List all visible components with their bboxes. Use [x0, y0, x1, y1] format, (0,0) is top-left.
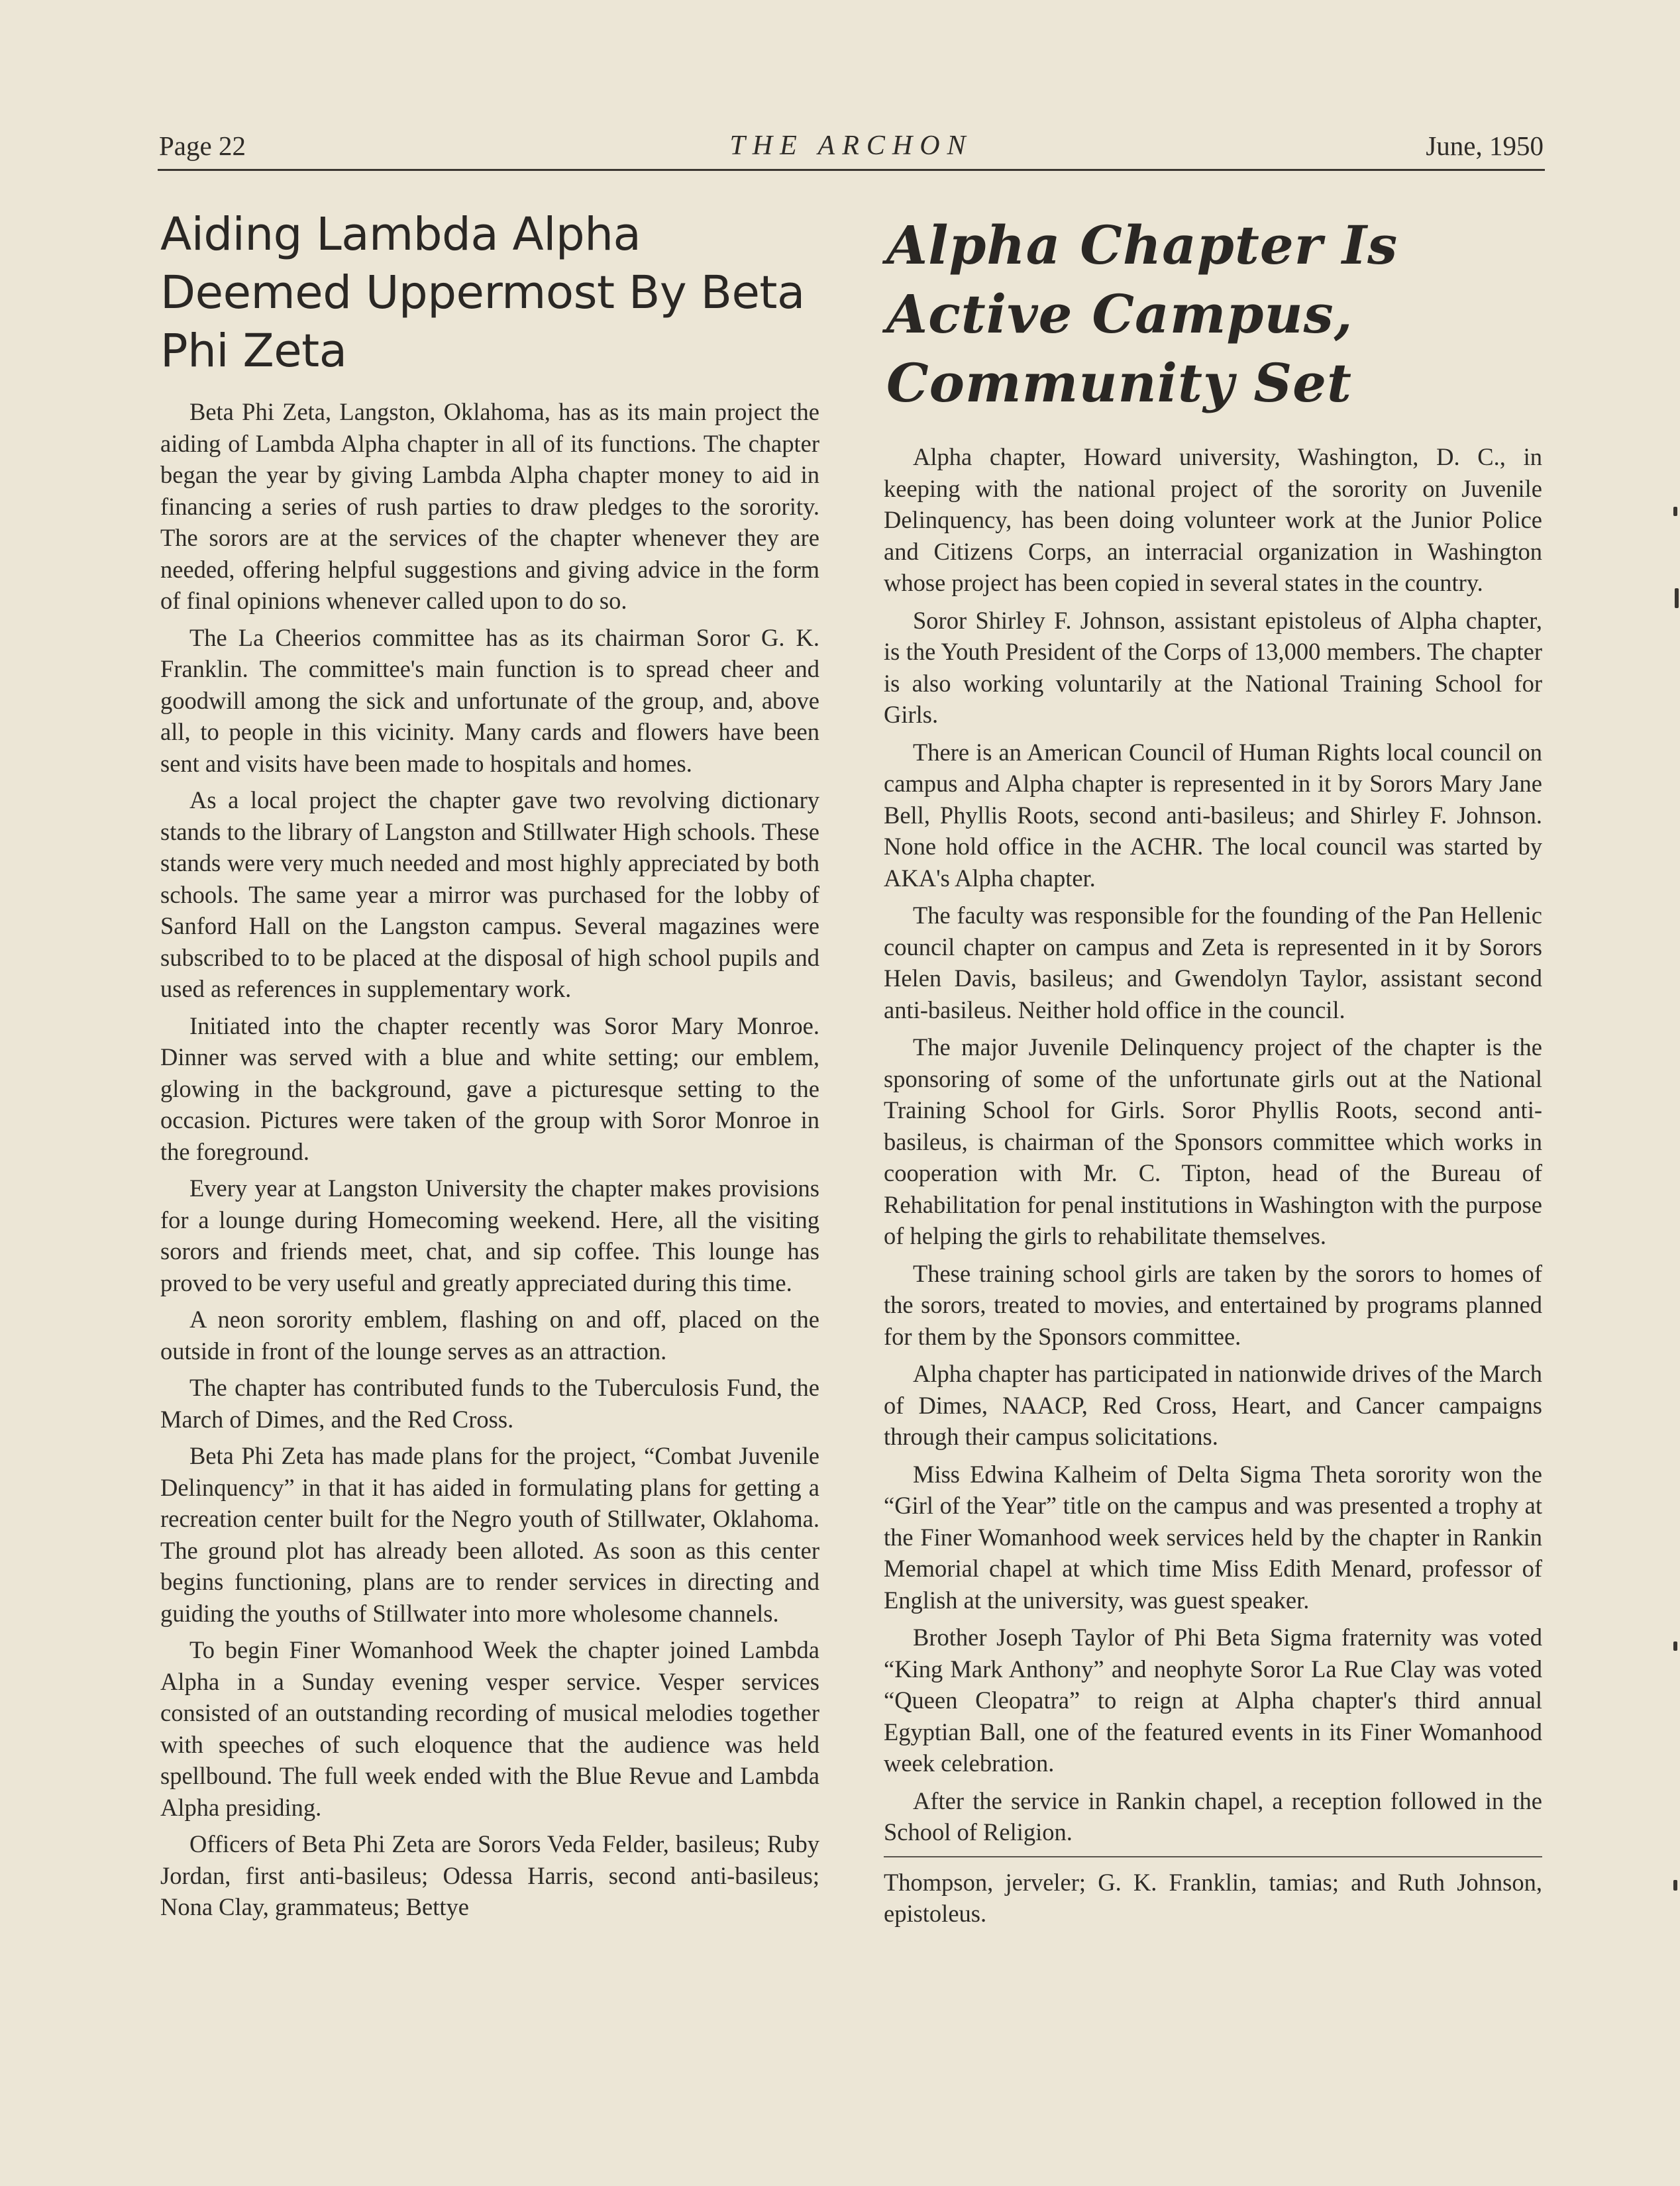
paragraph: The faculty was responsible for the founding of the Pan Hellenic council chapter on campus and Zeta is represented in it by Sorors Helen Davis, basileus; and Gwendolyn Taylor, assistant second anti-basileus. Neither hold office in the council. — [884, 902, 1542, 1023]
paragraph: Beta Phi Zeta, Langston, Oklahoma, has as its main project the aiding of Lambda Alpha chapter in all of its functions. The chapter began the year by giving Lambda Alpha chapter money to aid in financing a series of rush parties to draw pledges to the sorority. The sorors are at the services of the chapter whenever they are needed, offering helpful suggestions and giving advice in the form of final opinions whenever called upon to do so. — [160, 398, 819, 614]
publication-title: THE ARCHON — [729, 130, 973, 161]
right-column — [884, 205, 1542, 1930]
scan-edge-mark — [1673, 507, 1677, 516]
paragraph: Miss Edwina Kalheim of Delta Sigma Theta sorority won the “Girl of the Year” title on the campus and was presented a trophy at the Finer Womanhood week services held by the chapter in Rankin Memorial chapel at which time Miss Edith Menard, professor of English at the university, was guest speaker. — [884, 1460, 1542, 1614]
left-article-headline: Aiding Lambda Alpha Deemed Uppermost By Beta Phi Zeta — [160, 208, 805, 378]
running-head — [159, 125, 1544, 167]
paragraph: Officers of Beta Phi Zeta are Sorors Veda Felder, basileus; Ruby Jordan, first anti-basileus; Odessa Harris, second anti-basileus; Nona Clay, grammateus; Bettye — [160, 1830, 819, 1920]
right-article-body — [884, 441, 1542, 1848]
header-divider — [158, 169, 1545, 171]
paragraph: The major Juvenile Delinquency project of the chapter is the sponsoring of some of the unfortunate girls out at the National Training School for Girls. Soror Phyllis Roots, second anti-basileus, is chairman of the Sponsors committee which works in cooperation with Mr. C. Tipton, head of the Bureau of Rehabilitation for penal institutions in Washington with the purpose of helping the girls to rehabilitate themselves. — [884, 1033, 1542, 1249]
paragraph: Every year at Langston University the chapter makes provisions for a lounge during Homecoming weekend. Here, all the visiting sorors and friends meet, chat, and sip coffee. This lounge has proved to be very useful and greatly appreciated during this time. — [160, 1174, 819, 1296]
paragraph: Beta Phi Zeta has made plans for the project, “Combat Juvenile Delinquency” in that it has aided in formulating plans for getting a recreation center built for the Negro youth of Stillwater, Oklahoma. The ground plot has already been alloted. As soon as this center begins functioning, plans are to render services in directing and guiding the youths of Stillwater into more wholesome channels. — [160, 1442, 819, 1627]
left-article-body — [160, 396, 819, 1923]
right-article-headline: Alpha Chapter Is Active Campus, Community Set — [886, 214, 1398, 414]
paragraph: As a local project the chapter gave two revolving dictionary stands to the library of Langston and Stillwater High schools. These stands were very much needed and most highly appreciated by both schools. The same year a mirror was purchased for the lobby of Sanford Hall on the Langston campus. Several magazines were subscribed to to be placed at the disposal of high school pupils and used as references in supplementary work. — [160, 786, 819, 1002]
paragraph: These training school girls are taken by the sorors to homes of the sorors, treated to movies, and entertained by programs planned for them by the Sponsors committee. — [884, 1259, 1542, 1350]
paragraph: The La Cheerios committee has as its chairman Soror G. K. Franklin. The committee's main function is to spread cheer and goodwill among the sick and unfortunate of the group, and, above all, to people in this vicinity. Many cards and flowers have been sent and visits have been made to hospitals and homes. — [160, 623, 819, 777]
paragraph: The chapter has contributed funds to the Tuberculosis Fund, the March of Dimes, and the Red Cross. — [160, 1374, 819, 1433]
paragraph: After the service in Rankin chapel, a reception followed in the School of Religion. — [884, 1787, 1542, 1846]
paragraph: Brother Joseph Taylor of Phi Beta Sigma fraternity was voted “King Mark Anthony” and neophyte Soror La Rue Clay was voted “Queen Cleopatra” to reign at Alpha chapter's third annual Egyptian Ball, one of the featured events in its Finer Womanhood week celebration. — [884, 1624, 1542, 1777]
paragraph: A neon sorority emblem, flashing on and off, placed on the outside in front of the lounge serves as an attraction. — [160, 1306, 819, 1365]
paragraph: There is an American Council of Human Rights local council on campus and Alpha chapter is represented in it by Sorors Mary Jane Bell, Phyllis Roots, second anti-basileus; and Shirley F. Johnson. None hold office in the ACHR. The local council was started by AKA's Alpha chapter. — [884, 738, 1542, 892]
scan-edge-mark — [1675, 588, 1679, 608]
scan-edge-mark — [1673, 1880, 1677, 1891]
paragraph: Alpha chapter, Howard university, Washington, D. C., in keeping with the national project of the sorority on Juvenile Delinquency, has been doing volunteer work at the Junior Police and Citizens Corps, an interracial organization in Washington whose project has been copied in several states in the country. — [884, 443, 1542, 596]
continuation-text: Thompson, jerveler; G. K. Franklin, tamias; and Ruth Johnson, epistoleus. — [884, 1868, 1542, 1927]
paragraph: Alpha chapter has participated in nationwide drives of the March of Dimes, NAACP, Red Cross, Heart, and Cancer campaigns through their campus solicitations. — [884, 1360, 1542, 1450]
paragraph: Soror Shirley F. Johnson, assistant epistoleus of Alpha chapter, is the Youth President of the Corps of 13,000 members. The chapter is also working voluntarily at the National Training School for Girls. — [884, 606, 1542, 728]
continuation-divider — [884, 1856, 1542, 1857]
paragraph: To begin Finer Womanhood Week the chapter joined Lambda Alpha in a Sunday evening vesper service. Vesper services consisted of an outstanding recording of musical melodies together with speeches of such eloquence that the audience was held spellbound. The full week ended with the Blue Revue and Lambda Alpha presiding. — [160, 1636, 819, 1821]
scan-edge-mark — [1673, 1641, 1677, 1651]
page-number: Page 22 — [159, 130, 246, 161]
continuation-block — [884, 1867, 1542, 1930]
paragraph: Initiated into the chapter recently was Soror Mary Monroe. Dinner was served with a blue and white setting; our emblem, glowing in the background, gave a picturesque setting to the occasion. Pictures were taken of the group with Soror Monroe in the foreground. — [160, 1012, 819, 1165]
issue-date: June, 1950 — [1426, 130, 1544, 161]
left-column — [160, 205, 819, 1928]
